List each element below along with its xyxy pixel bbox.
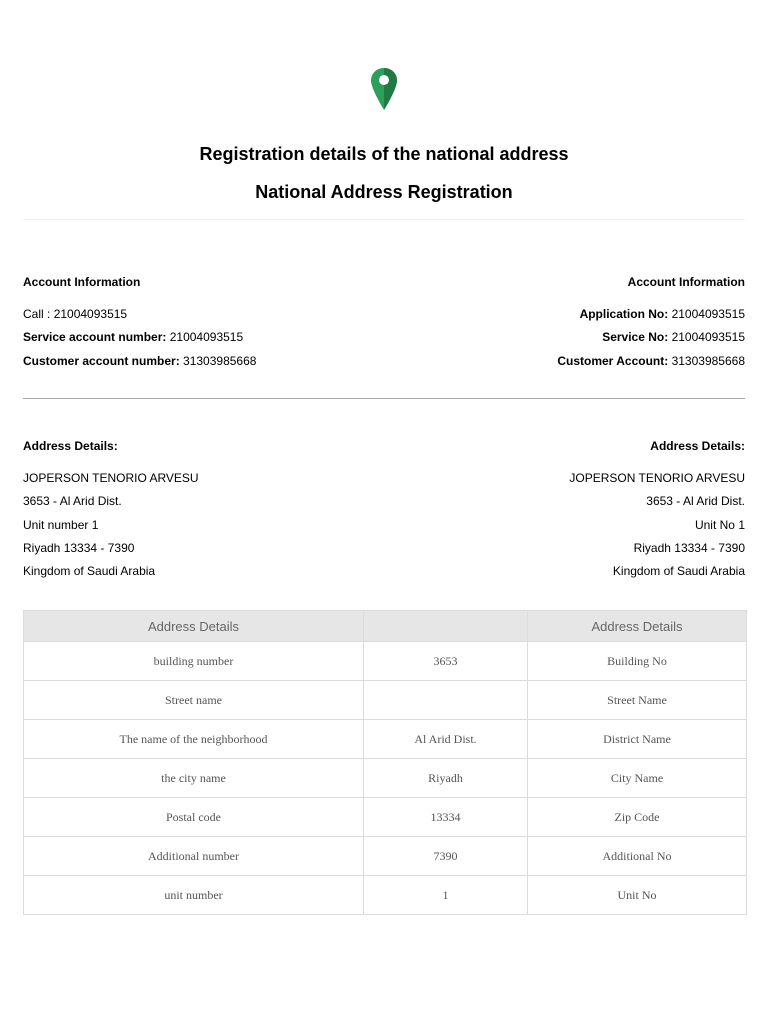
table-row	[24, 798, 747, 837]
table-cell: District Name	[528, 720, 747, 759]
table-cell: Zip Code	[528, 798, 747, 837]
service-account-value: 21004093515	[169, 330, 244, 344]
table-header-row	[24, 611, 747, 642]
map-pin-icon	[370, 67, 398, 111]
service-account-label: Service account number:	[23, 330, 167, 344]
account-info-left	[23, 274, 363, 374]
address-details-heading: Address Details:	[23, 439, 118, 453]
customer-account	[405, 353, 745, 369]
table-cell	[364, 681, 528, 720]
table-row	[24, 681, 747, 720]
address-details-left	[23, 438, 363, 583]
page-subtitle: National Address Registration	[255, 182, 513, 202]
table-cell: building number	[24, 642, 364, 681]
call-label: Call :	[23, 307, 51, 321]
table-row	[24, 759, 747, 798]
address-details-table	[23, 610, 747, 915]
table-cell: Postal code	[24, 798, 364, 837]
address-city: Riyadh 13334 - 7390	[633, 541, 745, 555]
account-info-right	[405, 274, 745, 374]
address-street: 3653 - Al Arid Dist.	[646, 494, 745, 508]
table-cell: Additional number	[24, 837, 364, 876]
table-cell: Riyadh	[364, 759, 528, 798]
table-cell: unit number	[24, 876, 364, 915]
customer-account-number	[23, 353, 363, 369]
table-cell: the city name	[24, 759, 364, 798]
table-cell: Al Arid Dist.	[364, 720, 528, 759]
table-header-cell: Address Details	[528, 611, 747, 642]
address-city: Riyadh 13334 - 7390	[23, 541, 135, 555]
table-header-cell: Address Details	[24, 611, 364, 642]
account-info-heading: Account Information	[23, 275, 141, 289]
table-cell: Unit No	[528, 876, 747, 915]
table-cell: Additional No	[528, 837, 747, 876]
table-cell: 3653	[364, 642, 528, 681]
customer-account-label: Customer Account:	[557, 354, 669, 368]
account-info-heading: Account Information	[627, 275, 745, 289]
address-details-right	[405, 438, 745, 583]
application-value: 21004093515	[671, 307, 745, 321]
table-cell: 7390	[364, 837, 528, 876]
table-cell: Street Name	[528, 681, 747, 720]
table-row	[24, 837, 747, 876]
application-label: Application No:	[579, 307, 669, 321]
address-details-heading: Address Details:	[650, 439, 745, 453]
address-unit: Unit number 1	[23, 518, 99, 532]
customer-account-value: 31303985668	[183, 354, 257, 368]
table-header-cell	[364, 611, 528, 642]
header-divider	[23, 219, 745, 220]
table-cell: Street name	[24, 681, 364, 720]
table-cell: The name of the neighborhood	[24, 720, 364, 759]
section-divider	[23, 398, 745, 399]
service-number	[405, 329, 745, 345]
address-name: JOPERSON TENORIO ARVESU	[569, 471, 745, 485]
table-row	[24, 876, 747, 915]
address-country: Kingdom of Saudi Arabia	[23, 564, 156, 578]
table-row	[24, 720, 747, 759]
service-account-number	[23, 329, 363, 345]
page-title: Registration details of the national address	[199, 144, 569, 164]
address-country: Kingdom of Saudi Arabia	[612, 564, 745, 578]
address-name: JOPERSON TENORIO ARVESU	[23, 471, 199, 485]
service-number-label: Service No:	[602, 330, 669, 344]
call-value: 21004093515	[53, 307, 128, 321]
table-row	[24, 642, 747, 681]
application-number	[405, 306, 745, 322]
table-cell: 1	[364, 876, 528, 915]
call-number	[23, 306, 363, 322]
customer-account-value: 31303985668	[671, 354, 745, 368]
table-cell: 13334	[364, 798, 528, 837]
table-cell: City Name	[528, 759, 747, 798]
address-street: 3653 - Al Arid Dist.	[23, 494, 122, 508]
address-unit: Unit No 1	[694, 518, 745, 532]
table-cell: Building No	[528, 642, 747, 681]
customer-account-label: Customer account number:	[23, 354, 180, 368]
service-number-value: 21004093515	[671, 330, 745, 344]
